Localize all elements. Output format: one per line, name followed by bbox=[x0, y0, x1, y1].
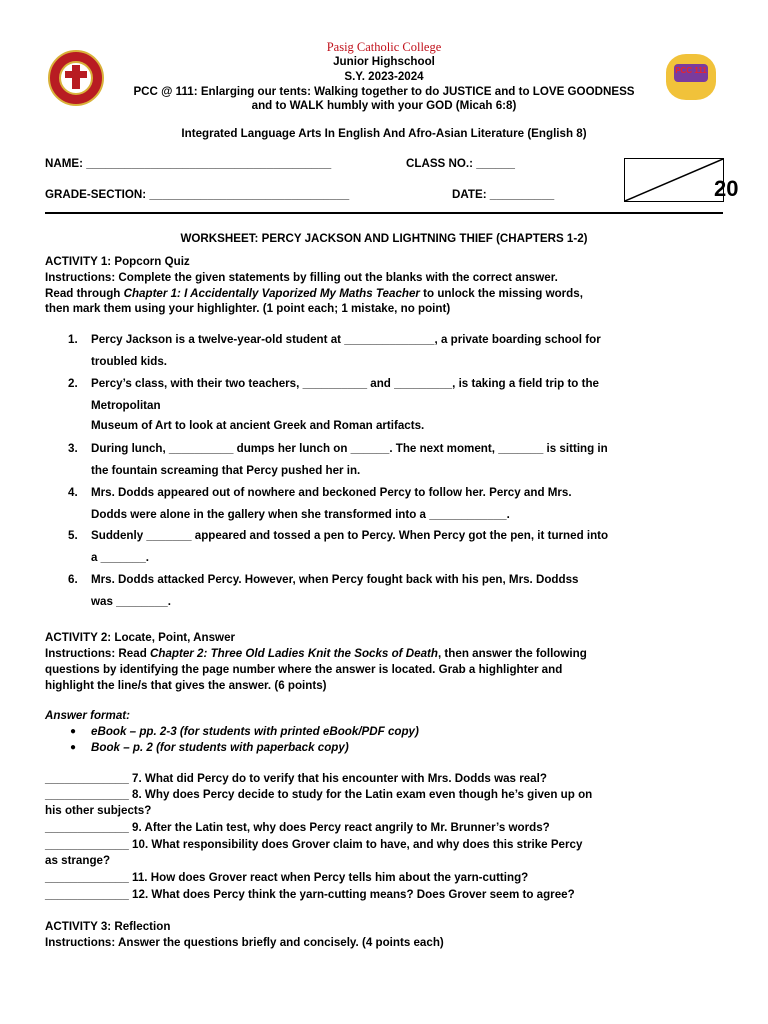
item-5-line-1: Suddenly _______ appeared and tossed a pen to Percy. When Percy got the pen, it turned into bbox=[91, 529, 609, 542]
question-7: _____________ 7. What did Percy do to verify that his encounter with Mrs. Dodds was real? bbox=[45, 772, 547, 785]
question-8-line-2: his other subjects? bbox=[45, 804, 152, 817]
item-5-line-2: a _______. bbox=[91, 551, 150, 564]
format-book: Book – p. 2 (for students with paperback copy) bbox=[91, 741, 349, 754]
anniversary-logo-text: PCC 111 bbox=[675, 66, 707, 75]
item-number: 4. bbox=[68, 486, 78, 499]
score-box bbox=[624, 158, 724, 202]
date-field[interactable]: DATE: __________ bbox=[452, 188, 555, 201]
activity1-instr-3: then mark them using your highlighter. (1 point each; 1 mistake, no point) bbox=[45, 302, 451, 315]
activity2-instr-1 bbox=[45, 647, 587, 661]
question-9: _____________ 9. After the Latin test, why does Percy react angrily to Mr. Brunner’s words? bbox=[45, 821, 550, 834]
bullet-icon: ● bbox=[70, 742, 77, 753]
item-6-line-2: was ________. bbox=[91, 595, 171, 608]
item-6-line-1: Mrs. Dodds attacked Percy. However, when Percy fought back with his pen, Mrs. Doddss bbox=[91, 573, 579, 586]
chapter-2-title: Chapter 2: Three Old Ladies Knit the Socks of Death bbox=[150, 647, 438, 660]
activity1-instr-1: Instructions: Complete the given statements by filling out the blanks with the correct answer. bbox=[45, 271, 558, 284]
instr-text: Instructions: Read bbox=[45, 647, 151, 660]
subject-title: Integrated Language Arts In English And Afro-Asian Literature (English 8) bbox=[181, 127, 587, 140]
instr-text: , then answer the following bbox=[437, 647, 587, 660]
theme-line-2: and to WALK humbly with your GOD (Micah 6:8) bbox=[251, 99, 517, 112]
question-11: _____________ 11. How does Grover react when Percy tells him about the yarn-cutting? bbox=[45, 871, 529, 884]
worksheet-title: WORKSHEET: PERCY JACKSON AND LIGHTNING THIEF (CHAPTERS 1-2) bbox=[180, 232, 588, 245]
question-10-line-2: as strange? bbox=[45, 854, 111, 867]
item-1-line-2: troubled kids. bbox=[91, 355, 168, 368]
item-number: 1. bbox=[68, 333, 78, 346]
theme-line-1: PCC @ 111: Enlarging our tents: Walking together to do JUSTICE and to LOVE GOODNESS bbox=[133, 85, 635, 98]
class-no-field[interactable]: CLASS NO.: ______ bbox=[406, 157, 515, 170]
score-total: 20 bbox=[714, 176, 739, 201]
format-ebook: eBook – pp. 2-3 (for students with printed eBook/PDF copy) bbox=[91, 725, 419, 738]
activity2-title: ACTIVITY 2: Locate, Point, Answer bbox=[45, 631, 236, 644]
department: Junior Highschool bbox=[333, 55, 435, 68]
activity3-instr: Instructions: Answer the questions briefly and concisely. (4 points each) bbox=[45, 936, 444, 949]
grade-section-field[interactable]: GRADE-SECTION: _______________________________ bbox=[45, 188, 350, 201]
question-12: _____________ 12. What does Percy think the yarn-cutting means? Does Grover seem to agree? bbox=[45, 888, 575, 901]
instr-text: Read through bbox=[45, 287, 124, 300]
item-4-line-1: Mrs. Dodds appeared out of nowhere and beckoned Percy to follow her. Percy and Mrs. bbox=[91, 486, 572, 499]
item-3-line-2: the fountain screaming that Percy pushed her in. bbox=[91, 464, 361, 477]
item-number: 6. bbox=[68, 573, 78, 586]
instr-text: to unlock the missing words, bbox=[419, 287, 583, 300]
chapter-1-title: Chapter 1: I Accidentally Vaporized My Maths Teacher bbox=[123, 287, 420, 300]
header-divider bbox=[45, 212, 723, 214]
answer-format-label: Answer format: bbox=[45, 709, 131, 722]
item-4-line-2: Dodds were alone in the gallery when she transformed into a ____________. bbox=[91, 508, 510, 521]
item-number: 3. bbox=[68, 442, 78, 455]
activity2-instr-3: highlight the line/s that gives the answer. (6 points) bbox=[45, 679, 327, 692]
item-1-line-1: Percy Jackson is a twelve-year-old student at ______________, a private boarding school for bbox=[91, 333, 601, 346]
item-2-line-2: Metropolitan bbox=[91, 399, 161, 412]
question-10-line-1: _____________ 10. What responsibility does Grover claim to have, and why does this strike Percy bbox=[45, 838, 583, 851]
score-divider bbox=[625, 159, 723, 201]
question-8-line-1: _____________ 8. Why does Percy decide to study for the Latin exam even though he’s given up on bbox=[45, 788, 593, 801]
item-number: 2. bbox=[68, 377, 78, 390]
name-field[interactable]: NAME: ______________________________________ bbox=[45, 157, 332, 170]
bullet-icon: ● bbox=[70, 726, 77, 737]
item-number: 5. bbox=[68, 529, 78, 542]
college-name: Pasig Catholic College bbox=[326, 40, 442, 54]
item-2-line-1: Percy’s class, with their two teachers, __________ and _________, is taking a field trip to the bbox=[91, 377, 600, 390]
activity1-title: ACTIVITY 1: Popcorn Quiz bbox=[45, 255, 190, 268]
activity2-instr-2: questions by identifying the page number where the answer is located. Grab a highlighter and bbox=[45, 663, 563, 676]
activity3-title: ACTIVITY 3: Reflection bbox=[45, 920, 171, 933]
item-2-line-3: Museum of Art to look at ancient Greek and Roman artifacts. bbox=[91, 419, 425, 432]
item-3-line-1: During lunch, __________ dumps her lunch on ______. The next moment, _______ is sitting in bbox=[91, 442, 608, 455]
activity1-instr-2 bbox=[45, 287, 583, 301]
school-year: S.Y. 2023-2024 bbox=[344, 70, 424, 83]
